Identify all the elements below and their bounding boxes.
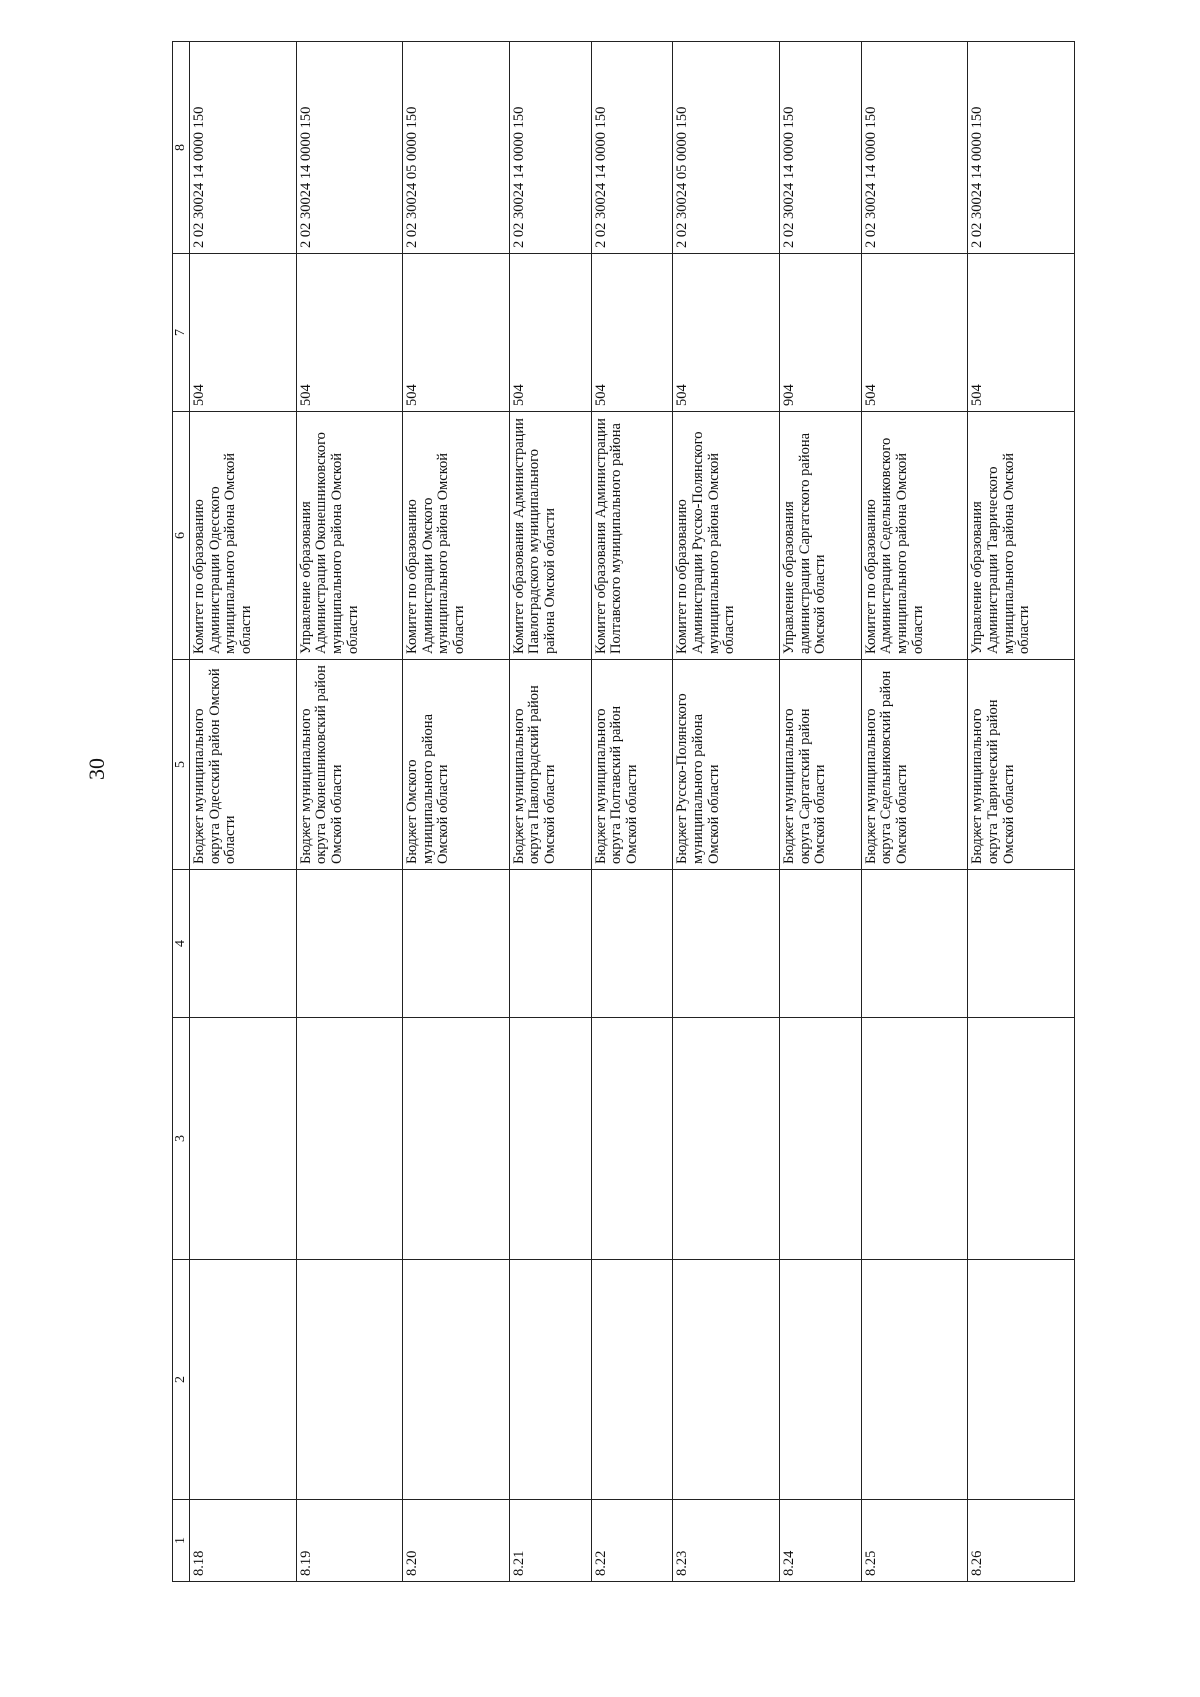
empty-cell (190, 870, 297, 1018)
empty-cell (591, 1018, 673, 1260)
administrator-code: 504 (591, 254, 673, 412)
administrator-name: Управление образования Администрации Оконешниковского муниципального района Омской области (296, 412, 403, 660)
empty-cell (861, 1260, 968, 1500)
budget-name: Бюджет Русско-Полянского муниципального района Омской области (673, 660, 780, 870)
table-row (509, 42, 591, 1582)
empty-cell (673, 1260, 780, 1500)
administrator-code: 504 (190, 254, 297, 412)
empty-cell (591, 1260, 673, 1500)
column-header: 3 (173, 1018, 190, 1260)
administrator-code: 504 (509, 254, 591, 412)
administrator-name: Управление образования администрации Саргатского района Омской области (779, 412, 861, 660)
administrator-name: Управление образования Администрации Таврического муниципального района Омской области (968, 412, 1075, 660)
empty-cell (779, 1260, 861, 1500)
administrator-name: Комитет по образованию Администрации Одесского муниципального района Омской области (190, 412, 297, 660)
budget-table (172, 41, 1075, 1582)
empty-cell (509, 870, 591, 1018)
revenue-code: 2 02 30024 14 0000 150 (779, 42, 861, 254)
budget-name: Бюджет Омского муниципального района Омской области (403, 660, 510, 870)
empty-cell (591, 870, 673, 1018)
administrator-code: 504 (968, 254, 1075, 412)
empty-cell (296, 1260, 403, 1500)
row-number: 8.18 (190, 1500, 297, 1582)
empty-cell (190, 1018, 297, 1260)
administrator-name: Комитет по образованию Администрации Седельниковского муниципального района Омской области (861, 412, 968, 660)
revenue-code: 2 02 30024 14 0000 150 (591, 42, 673, 254)
row-number: 8.23 (673, 1500, 780, 1582)
column-header: 7 (173, 254, 190, 412)
administrator-name: Комитет образования Администрации Полтавского муниципального района (591, 412, 673, 660)
row-number: 8.26 (968, 1500, 1075, 1582)
budget-name: Бюджет муниципального округа Павлоградский район Омской области (509, 660, 591, 870)
revenue-code: 2 02 30024 14 0000 150 (509, 42, 591, 254)
column-header: 4 (173, 870, 190, 1018)
empty-cell (190, 1260, 297, 1500)
administrator-code: 504 (861, 254, 968, 412)
table-row (190, 42, 297, 1582)
administrator-name: Комитет образования Администрации Павлоградского муниципального района Омской области (509, 412, 591, 660)
table-row (591, 42, 673, 1582)
empty-cell (779, 1018, 861, 1260)
budget-name: Бюджет муниципального округа Одесский район Омской области (190, 660, 297, 870)
column-header: 2 (173, 1260, 190, 1500)
revenue-code: 2 02 30024 05 0000 150 (673, 42, 780, 254)
budget-name: Бюджет муниципального округа Полтавский район Омской области (591, 660, 673, 870)
administrator-code: 504 (296, 254, 403, 412)
empty-cell (968, 870, 1075, 1018)
row-number: 8.19 (296, 1500, 403, 1582)
empty-cell (968, 1260, 1075, 1500)
row-number: 8.25 (861, 1500, 968, 1582)
empty-cell (296, 1018, 403, 1260)
empty-cell (673, 1018, 780, 1260)
table-row (968, 42, 1075, 1582)
table-row (296, 42, 403, 1582)
row-number: 8.20 (403, 1500, 510, 1582)
column-header: 5 (173, 660, 190, 870)
empty-cell (779, 870, 861, 1018)
empty-cell (403, 1260, 510, 1500)
budget-name: Бюджет муниципального округа Таврический район Омской области (968, 660, 1075, 870)
administrator-code: 504 (673, 254, 780, 412)
row-number: 8.22 (591, 1500, 673, 1582)
empty-cell (509, 1018, 591, 1260)
revenue-code: 2 02 30024 05 0000 150 (403, 42, 510, 254)
budget-name: Бюджет муниципального округа Седельниковский район Омской области (861, 660, 968, 870)
row-number: 8.24 (779, 1500, 861, 1582)
revenue-code: 2 02 30024 14 0000 150 (296, 42, 403, 254)
administrator-name: Комитет по образованию Администрации Омского муниципального района Омской области (403, 412, 510, 660)
empty-cell (673, 870, 780, 1018)
column-header: 6 (173, 412, 190, 660)
table-row (861, 42, 968, 1582)
column-header: 1 (173, 1500, 190, 1582)
administrator-name: Комитет по образованию Администрации Русско-Полянского муниципального района Омской области (673, 412, 780, 660)
column-header: 8 (173, 42, 190, 254)
administrator-code: 904 (779, 254, 861, 412)
table-row (673, 42, 780, 1582)
row-number: 8.21 (509, 1500, 591, 1582)
empty-cell (509, 1260, 591, 1500)
empty-cell (403, 870, 510, 1018)
empty-cell (296, 870, 403, 1018)
empty-cell (968, 1018, 1075, 1260)
revenue-code: 2 02 30024 14 0000 150 (861, 42, 968, 254)
budget-name: Бюджет муниципального округа Оконешниковский район Омской области (296, 660, 403, 870)
table-row (779, 42, 861, 1582)
empty-cell (861, 870, 968, 1018)
revenue-code: 2 02 30024 14 0000 150 (968, 42, 1075, 254)
empty-cell (403, 1018, 510, 1260)
revenue-code: 2 02 30024 14 0000 150 (190, 42, 297, 254)
rotated-table-container (172, 42, 1075, 1582)
administrator-code: 504 (403, 254, 510, 412)
header-row (173, 42, 190, 1582)
page-number: 30 (84, 758, 109, 780)
table-row (403, 42, 510, 1582)
budget-name: Бюджет муниципального округа Саргатский район Омской области (779, 660, 861, 870)
empty-cell (861, 1018, 968, 1260)
